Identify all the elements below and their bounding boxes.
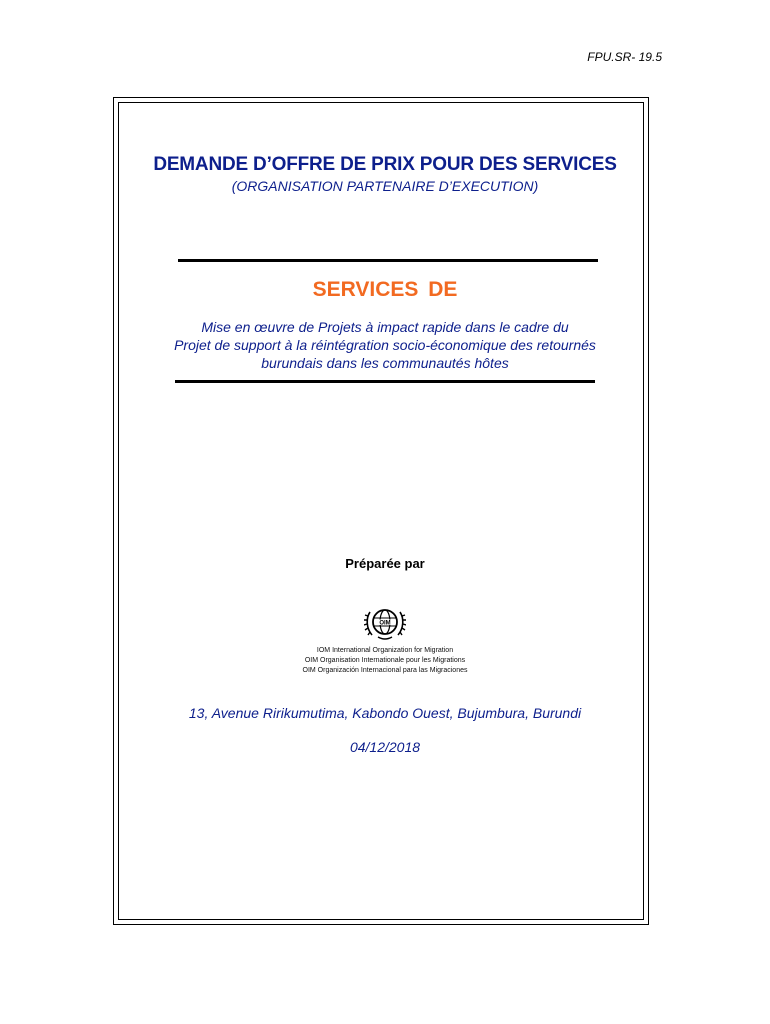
logo-line: OIM Organización Internacional para las Migraciones (302, 667, 468, 674)
iom-logo-text (0, 646, 770, 676)
page-border-inner (118, 102, 644, 920)
logo-line: IOM International Organization for Migration (316, 647, 454, 654)
logo-line: OIM Organisation Internationale pour les Migrations (304, 657, 466, 664)
document-subtitle: (ORGANISATION PARTENAIRE D’EXECUTION) (231, 178, 539, 194)
description-line: Mise en œuvre de Projets à impact rapide dans le cadre du (201, 319, 569, 335)
document-date: 04/12/2018 (349, 739, 421, 755)
divider-top (178, 259, 598, 262)
iom-logo (0, 604, 770, 642)
document-reference-code: FPU.SR- 19.5 (587, 50, 662, 64)
address: 13, Avenue Ririkumutima, Kabondo Ouest, Bujumbura, Burundi (188, 705, 582, 721)
project-description (0, 318, 770, 372)
description-line: Projet de support à la réintégration socio-économique des retournés (174, 337, 596, 353)
description-line: burundais dans les communautés hôtes (261, 355, 509, 371)
page-border-frame (113, 97, 649, 925)
iom-globe-logo-icon (364, 604, 406, 642)
divider-bottom (175, 380, 595, 383)
svg-text:OIM: OIM (379, 620, 391, 627)
services-heading: SERVICES DE (312, 278, 458, 301)
prepared-by-label: Préparée par (345, 556, 425, 571)
document-title: DEMANDE D’OFFRE DE PRIX POUR DES SERVICES (153, 154, 617, 175)
